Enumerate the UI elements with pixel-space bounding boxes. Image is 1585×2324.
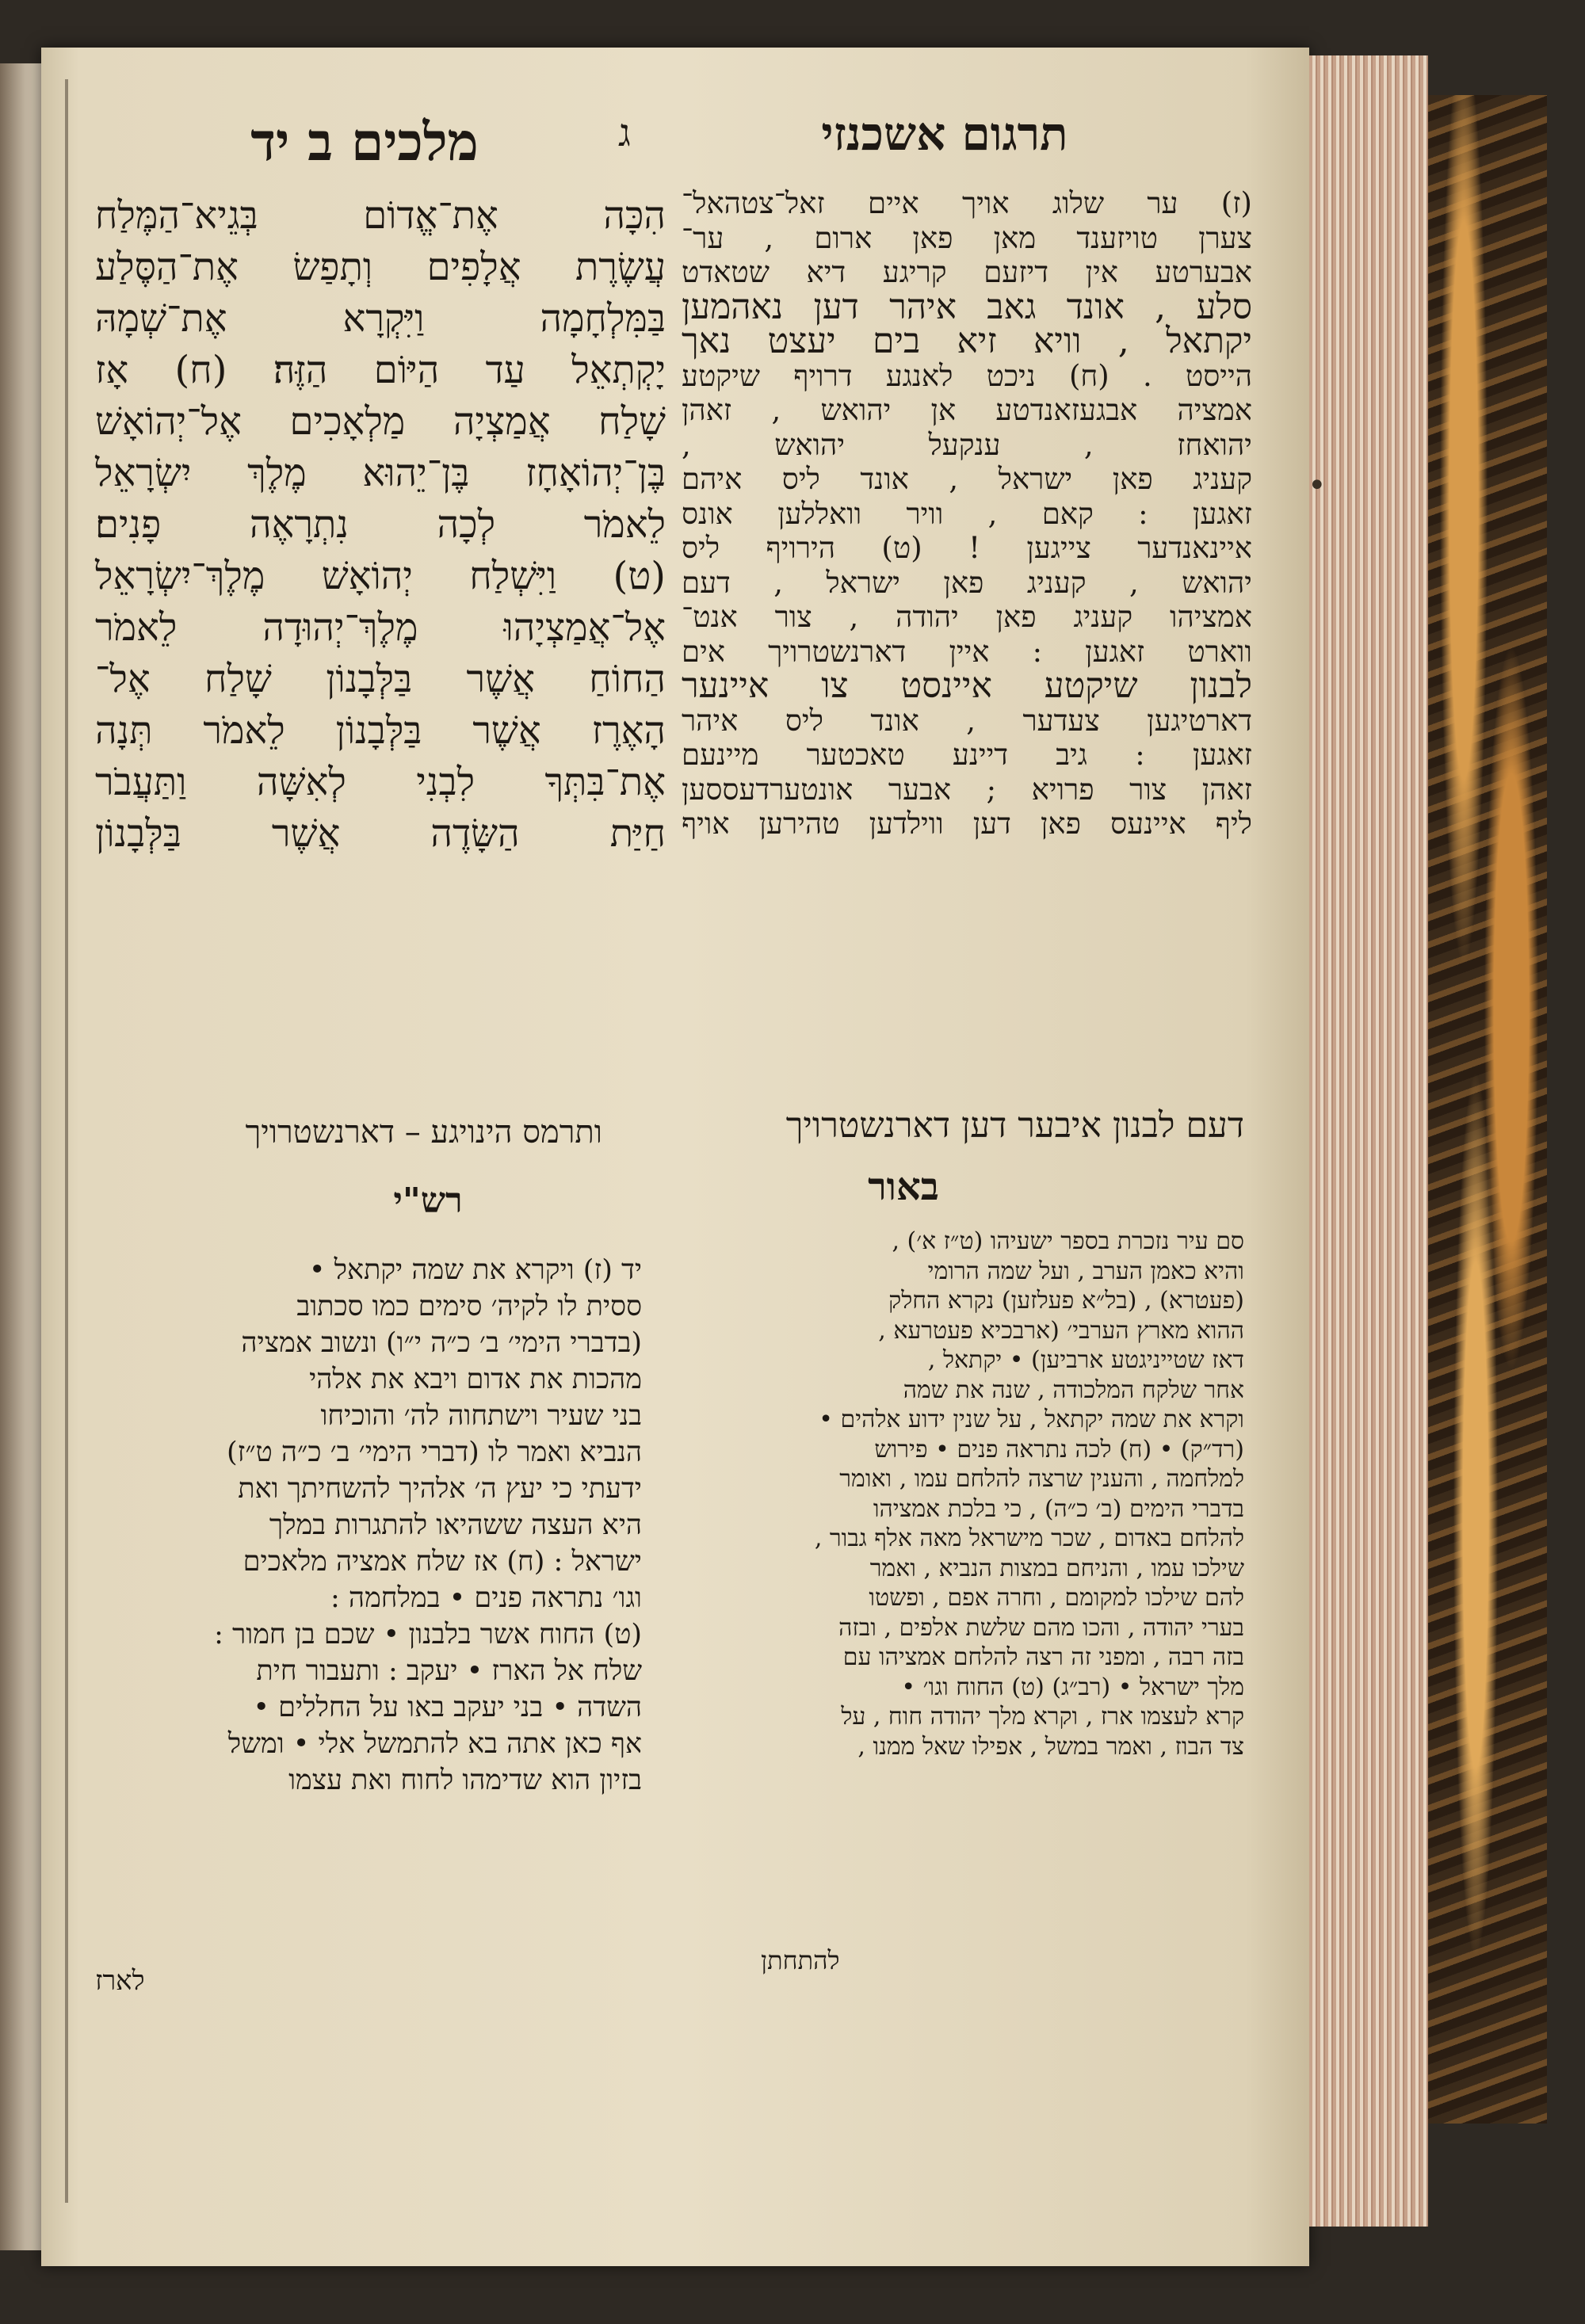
page-edges [1309,55,1428,2227]
biur-commentary-column [689,1227,1244,1761]
rashi-line: יד (ז) ויקרא את שמה יקתאל • [308,1254,642,1286]
biur-line: בדברי הימים (ב׳ כ״ה) , כי בלכת אמציהו [873,1494,1244,1523]
translation-line: דארטיגען צעדער , אונד ליס איהר [682,703,1252,738]
hebrew-line: עֲשֶׂרֶת אֲלָפִים וְתָפַשׂ אֶת־הַסֶּלַע [95,245,666,289]
biur-line: מלך ישראל • (רב״ג) (ט) החוח וגו׳ • [901,1673,1244,1701]
rashi-line: היא העצה ששהיאו להתגרות במלך [269,1509,642,1541]
biur-line: דאז שטייניגטע ארביען) • יקתאל , [927,1346,1244,1374]
hebrew-line: הַחוֹחַ אֲשֶׁר בַּלְּבָנוֹן שָׁלַח אֶל־ [95,657,666,701]
hebrew-line: אֶל־אֲמַצְיָהוּ מֶלֶךְ־יְהוּדָה לֵאמֹר [95,605,666,650]
running-header-targum: תרגום אשכנזי [821,107,1068,161]
translation-line: יהואש , קעניג פאן ישראל , דעם [682,565,1252,600]
rashi-line: השדה • בני יעקב באו על החללים • [253,1692,642,1723]
rashi-line: ידעתי כי יעץ ה׳ אלהיך להשחיתך ואת [238,1473,642,1505]
rashi-line: אף כאן אתה בא להתמשל אלי • ומשל [227,1728,642,1760]
biur-line: וקרא את שמה יקתאל , על שנין ידוע אלהים • [819,1406,1244,1433]
hebrew-line: בַּמִּלְחָמָה וַיִּקְרָא אֶת־שְׁמָהּ [95,296,666,341]
german-translation-column [682,186,1252,841]
rashi-line: ישראל : (ח) אז שלח אמציה מלאכים [243,1546,642,1578]
rashi-line: (בדברי הימי׳ ב׳ כ״ה י״ו) ונשוב אמציה [241,1327,642,1359]
hebrew-line: (ט) וַיִּשְׁלַח יְהוֹאָשׁ מֶלֶךְ־יִשְׂרָאֵל [95,554,666,598]
hebrew-line: חַיַּת הַשָּׂדֶה אֲשֶׁר בַּלְּבָנוֹן [95,811,666,856]
rashi-line: בזיון הוא שדימהו לחוח ואת עצמו [288,1765,642,1796]
rashi-line: בני שעיר וישתחוה לה׳ והוכיחו [320,1400,642,1432]
translation-line: לבנון שיקטע איינסט צו איינער [682,666,1252,706]
biur-line: בערי יהודה , והכו מהם שלשת אלפים , ובזה [838,1613,1244,1642]
translation-line: אמציה אבגעזאנדטע אן יהואש , זאהן [682,393,1252,427]
marbled-book-edge [1428,95,1547,2124]
page-gutter [65,79,68,2203]
translation-line: איינאנדער צייגען ! (ט) הירויף ליס [682,531,1252,565]
hebrew-line: שָׁלַח אֲמַצְיָה מַלְאָכִים אֶל־יְהוֹאָשׁ [95,399,666,444]
translation-line: הייסט . (ח) ניכט לאנגע דרויף שיקטע [682,358,1252,393]
hebrew-line: הָאֶרֶז אֲשֶׁר בַּלְּבָנוֹן לֵאמֹר תְּנָה [95,708,666,753]
rashi-line: שלח אל הארז • יעקב : ותעבור חית [256,1655,642,1687]
left-page-edge [0,63,41,2250]
hebrew-line: יָקְתְאֵל עַד הַיּוֹם הַזֶּה׃ (ח) אָז [95,348,666,392]
rashi-line: וגו׳ נתראה פנים • במלחמה : [330,1582,642,1614]
rashi-heading: רש"י [393,1181,463,1221]
translation-line: אמציהו קעניג פאן יהודה , צור אנט־ [682,600,1252,634]
biur-line: להלחם באדום , שכר מישראל מאה אלף גבור , [814,1525,1244,1552]
hebrew-line: אֶת־בִּתְּךָ לִבְנִי לְאִשָּׁה וַתַּעֲבֹר [95,760,666,804]
catchword-right: דעם לבנון איבער דען דארנשטרויך [785,1105,1244,1146]
translation-line: זאגען : גיב דיינע טאכטער מיינעם [682,738,1252,772]
biur-line: סם עיר נזכרת בספר ישעיהו (ט״ז א׳) , [892,1227,1244,1255]
translation-line: ליף איינעס פאן דען ווילדען טהירען אויף [682,807,1252,841]
biur-line: שילכו עמו , והניחם במצות הנביא , ואמר [869,1554,1244,1582]
biur-heading: באור [868,1165,939,1209]
translation-line: יקתאל , וויא זיא בים יעצט נאך [682,321,1252,361]
rashi-line: (ט) החוח אשר בלבנון • שכם בן חמור : [214,1619,642,1650]
biur-line: למלחמה , והענין שרצה להלחם עמו , ואומר [839,1465,1244,1493]
translation-line: (ז) ער שלוג אויך איים זאל־צטהאל־ [682,186,1252,220]
translation-line: קעניג פאן ישראל , אונד ליס איהם [682,462,1252,496]
hebrew-line: בֶּן־יְהוֹאָחָז בֶּן־יֵהוּא מֶלֶךְ יִשְׂרָאֵל [95,451,666,495]
hebrew-line: לֵאמֹר לְכָה נִתְרָאֶה פָנִים׃ [95,502,666,547]
biur-line: קרא לעצמו ארז , וקרא מלך יהודה חוח , על [841,1703,1244,1731]
translation-line: יהואחז , ענקעל יהואש , [682,427,1252,462]
running-header-book: מלכים ב יד [250,111,479,173]
biur-line: להם שילכו למקומם , וחרה אפם , ופשטו [869,1584,1244,1612]
hebrew-line: הִכָּה אֶת־אֱדוֹם בְּגֵיא־הַמֶּלַח [95,193,666,238]
rashi-commentary-column [103,1252,642,1799]
translation-line: זאגען : קאם , וויר וואללען אונס [682,496,1252,531]
header-page-mark: ג [618,111,631,155]
biur-line: ההוא מארץ הערבי׳ (ארבכיא פעטרעא , [878,1316,1244,1345]
translation-line: סלע , אונד גאב איהר דען נאהמען [682,286,1252,327]
biur-footer-word: להתחתן [761,1945,840,1975]
biur-line: צד הבוז , ואמר במשל , אפילו שאל ממנו , [857,1732,1244,1761]
biur-line: (פעטרא) , (בל״א פעלזען) נקרא החלק [888,1287,1244,1315]
rashi-line: הנביא ואמר לו (דברי הימי׳ ב׳ כ״ה ט״ז) [226,1437,642,1468]
biur-line: והיא כאמן הערב , ועל שמה הרומי [927,1257,1244,1285]
translation-line: אבערטע אין דיזעם קריגע דיא שטאדט [682,255,1252,289]
translation-line: ווארט זאגען : איין דארנשטרויך אים [682,634,1252,669]
translation-line: צערן טויזענד מאן פאן ארום , ער־ [682,220,1252,255]
rashi-footer-word: לארז [95,1965,145,1997]
margin-mark: • [1308,467,1327,504]
hebrew-text-column [95,190,666,860]
translation-line: זאהן צור פרויא ; אבער אונטערדעססען [682,772,1252,807]
rashi-line: ססית לו לקיה׳ סימים כמו סכתוב [296,1291,642,1322]
biur-line: (רד״ק) • (ח) לכה נתראה פנים • פירוש [874,1435,1244,1463]
rashi-line: מהכות את אדום ויבא את אלהי [309,1364,642,1395]
biur-line: בזה רבה , ומפני זה רצה להלחם אמציהו עם [842,1643,1244,1671]
biur-line: אחר שלקח המלכודה , שנה את שמה [903,1376,1244,1404]
catchword-left: ותרמס הינויגע – דארנשטרויך [245,1114,602,1151]
